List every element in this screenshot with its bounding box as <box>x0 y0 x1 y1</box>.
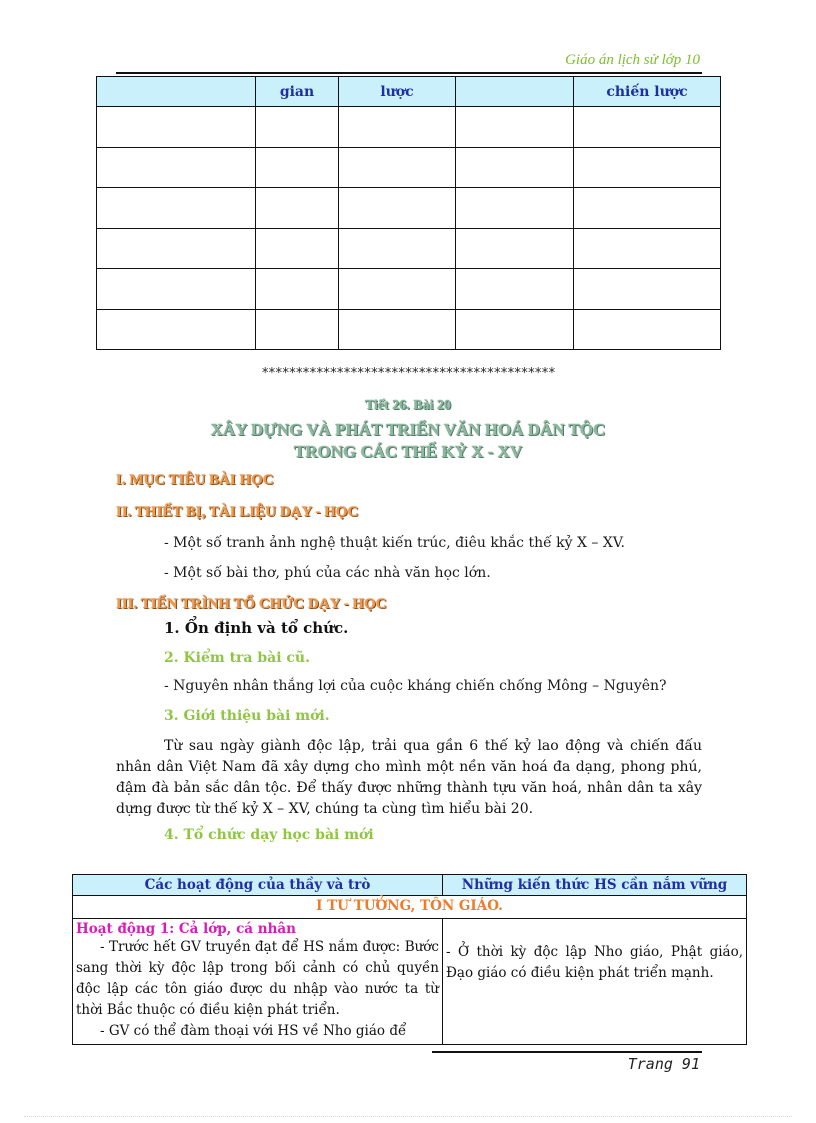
table-cell <box>339 228 456 269</box>
table-cell <box>456 269 574 310</box>
equipment-item: - Một số bài thơ, phú của các nhà văn học lớn. <box>164 565 491 581</box>
table-row <box>97 269 721 310</box>
table-cell <box>256 188 339 229</box>
equipment-item: - Một số tranh ảnh nghệ thuật kiến trúc, điêu khắc thế kỷ X – XV. <box>164 535 625 551</box>
table-cell <box>456 107 574 148</box>
table-cell <box>574 228 721 269</box>
top-table-header-cell: gian <box>256 77 339 107</box>
table-row <box>97 228 721 269</box>
step-introduce: 3. Giới thiệu bài mới. <box>164 708 330 724</box>
table-row <box>73 919 747 1045</box>
lesson-number: Tiết 26. Bài 20 <box>364 398 452 413</box>
activity-paragraph: - GV có thể đàm thoại với HS về Nho giáo để <box>100 1023 407 1039</box>
table-cell <box>456 228 574 269</box>
table-cell <box>97 188 256 229</box>
page-edge <box>24 1116 792 1117</box>
table-cell <box>456 147 574 188</box>
table-cell <box>456 309 574 350</box>
top-table-header-cell: lược <box>339 77 456 107</box>
table-cell <box>339 107 456 148</box>
table-cell <box>339 188 456 229</box>
table-cell <box>256 269 339 310</box>
activity-paragraph: - Trước hết GV truyền đạt để HS nắm được: Bước sang thời kỳ độc lập trong bối cảnh có chủ quyền độc lập các tôn giáo được du nhập vào nước ta từ thời Bắc thuộc có điều kiện phát triển. <box>76 939 439 1018</box>
table-cell <box>97 147 256 188</box>
top-table-header-cell <box>456 77 574 107</box>
top-table-header-row <box>97 77 721 107</box>
lesson-title-line1: XÂY DỰNG VÀ PHÁT TRIỂN VĂN HOÁ DÂN TỘC <box>210 420 606 439</box>
table-cell <box>339 269 456 310</box>
table-cell <box>339 309 456 350</box>
table-cell <box>339 147 456 188</box>
lesson-title-line2: TRONG CÁC THẾ KỶ X - XV <box>293 442 523 461</box>
table-cell <box>574 309 721 350</box>
table-cell <box>97 309 256 350</box>
step-teach: 4. Tổ chức dạy học bài mới <box>164 827 374 843</box>
table-cell <box>256 228 339 269</box>
section-objectives: I. MỤC TIÊU BÀI HỌC <box>116 472 274 488</box>
table-cell <box>574 188 721 229</box>
knowledge-cell <box>443 919 747 1045</box>
section-process: III. TIẾN TRÌNH TỔ CHỨC DẠY - HỌC <box>116 596 387 612</box>
table-row <box>97 188 721 229</box>
table-row <box>97 309 721 350</box>
page-number: Trang 91 <box>627 1055 700 1073</box>
step-review: 2. Kiểm tra bài cũ. <box>164 650 310 666</box>
top-table-header-cell: chiến lược <box>574 77 721 107</box>
knowledge-text: - Ở thời kỳ độc lập Nho giáo, Phật giáo, Đạo giáo có điều kiện phát triển mạnh. <box>446 944 743 981</box>
footer-rule <box>432 1051 702 1053</box>
table-row <box>97 147 721 188</box>
intro-paragraph: Từ sau ngày giành độc lập, trải qua gần 6 thế kỷ lao động và chiến đấu nhân dân Việt Nam đã xây dựng cho mình một nền văn hoá đa dạng, phong phú, đậm đà bản sắc dân tộc. Để thấy được những thành tựu văn hoá, nhân dân ta xây dựng được từ thế kỷ X – XV, chúng ta cùng tìm hiểu bài 20. <box>116 738 702 817</box>
table-cell <box>574 147 721 188</box>
main-table-header-cell: Các hoạt động của thầy và trò <box>73 875 443 896</box>
review-question: - Nguyên nhân thắng lợi của cuộc kháng chiến chống Mông – Nguyên? <box>164 678 667 694</box>
top-table-header-cell <box>97 77 256 107</box>
table-cell <box>97 107 256 148</box>
main-table-header-row <box>73 875 747 896</box>
table-cell <box>574 269 721 310</box>
table-cell <box>574 107 721 148</box>
top-table <box>96 76 721 350</box>
activity-title: Hoạt động 1: Cả lớp, cá nhân <box>76 921 296 937</box>
table-cell <box>97 269 256 310</box>
table-section-title: I TƯ TƯỞNG, TÔN GIÁO. <box>73 896 747 919</box>
activity-cell <box>73 919 443 1045</box>
section-equipment: II. THIẾT BỊ, TÀI LIỆU DẠY - HỌC <box>116 504 359 520</box>
table-row <box>97 107 721 148</box>
table-cell <box>456 188 574 229</box>
header-title: Giáo án lịch sử lớp 10 <box>565 52 700 68</box>
separator: ******************************************* <box>261 366 555 381</box>
step-organize: 1. Ổn định và tổ chức. <box>164 619 349 637</box>
table-section-row <box>73 896 747 919</box>
table-cell <box>97 228 256 269</box>
table-cell <box>256 309 339 350</box>
main-table <box>72 874 747 1045</box>
main-table-header-cell: Những kiến thức HS cần nắm vững <box>443 875 747 896</box>
header-rule <box>116 72 702 74</box>
table-cell <box>256 147 339 188</box>
table-cell <box>256 107 339 148</box>
